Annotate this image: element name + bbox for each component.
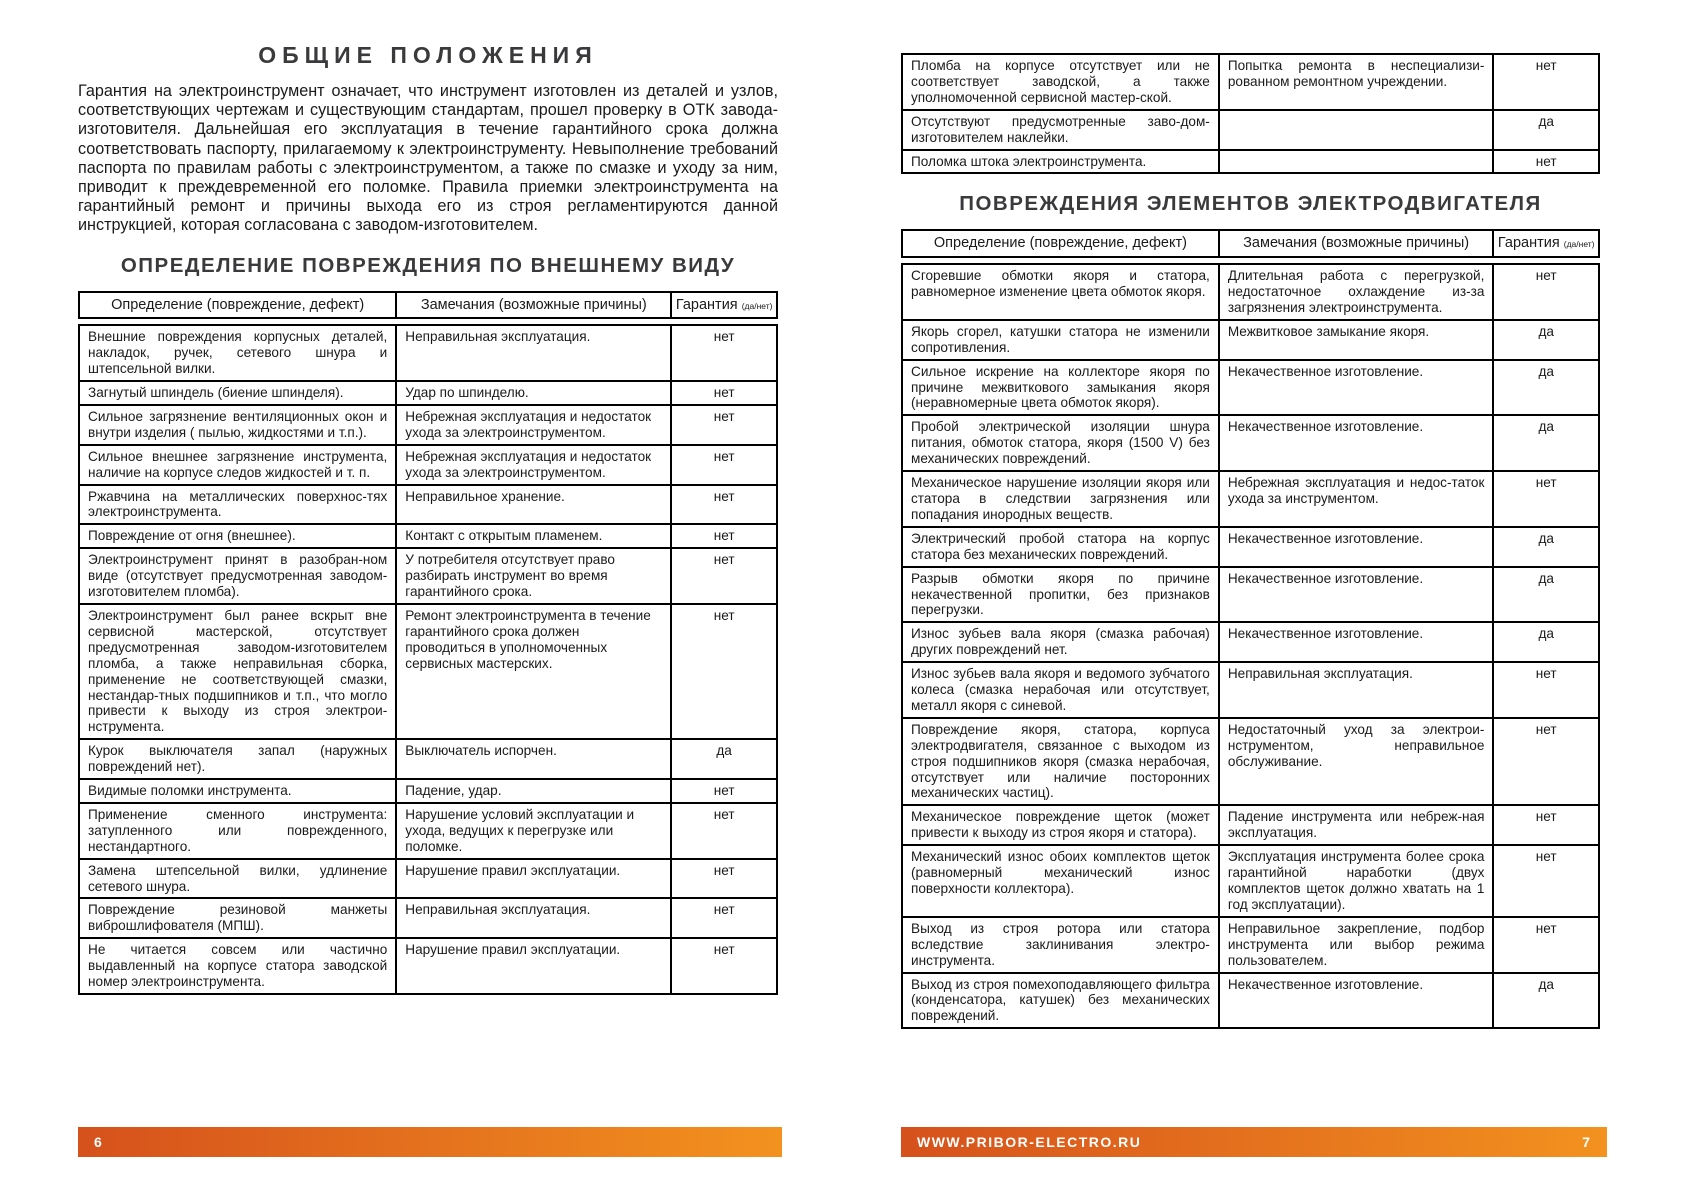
defect-cell: Видимые поломки инструмента. <box>88 783 292 799</box>
warranty-cell: да <box>1538 323 1554 339</box>
table-row <box>80 937 776 993</box>
defect-cell: Износ зубьев вала якоря (смазка рабочая) других повреждений нет. <box>911 626 1210 658</box>
warranty-cell: да <box>1538 570 1554 586</box>
page-left <box>78 0 778 995</box>
remark-cell: Контакт с открытым пламенем. <box>395 525 672 547</box>
defect-cell: Внешние повреждения корпусных деталей, накладок, ручек, сетевого шнура и штепсельной вилки. <box>88 329 388 377</box>
remark-cell: Ремонт электроинструмента в течение гарантийного срока должен проводиться в уполномоченных сервисных мастерских. <box>395 605 672 738</box>
defect-cell: Механическое нарушение изоляции якоря или статора в следствии загрязнения или попадания инородных веществ. <box>911 475 1210 522</box>
footer-bar-left <box>78 1127 782 1157</box>
warranty-cell: нет <box>713 488 735 504</box>
remark-cell: Небрежная эксплуатация и недостаток ухода за электроинструментом. <box>395 406 672 444</box>
table-row <box>903 526 1598 566</box>
warranty-cell: нет <box>713 448 735 464</box>
table-row <box>80 484 776 524</box>
warranty-cell: нет <box>713 607 735 623</box>
remark-cell: Неправильное хранение. <box>395 486 672 524</box>
defect-cell: Сильное загрязнение вентиляционных окон и внутри изделия ( пылью, жидкостями и т.п.). <box>88 408 388 440</box>
table-row <box>80 444 776 484</box>
table-row <box>80 326 776 380</box>
warranty-cell: нет <box>713 942 735 958</box>
remark-cell: Некачественное изготовление. <box>1218 416 1495 470</box>
table-row <box>80 547 776 603</box>
defect-cell: Электроинструмент был ранее вскрыт вне сервисной мастерской, отсутствует предусмотренная заводом-изготовителем пломба, а также неправильная сборка, применение не соответствующей смазки, нестандар-тных подшипников и т.п., что могло привести к выходу из строя электрои-нструмента. <box>88 607 388 735</box>
defect-cell: Не читается совсем или частично выдавленный на корпусе статора заводской номер электроинструмента. <box>88 942 388 990</box>
external-damage-table <box>78 324 778 995</box>
remark-cell: У потребителя отсутствует право разбирать инструмент во время гарантийного срока. <box>395 549 672 603</box>
defect-cell: Износ зубьев вала якоря и ведомого зубчатого колеса (смазка нерабочая или отсутствует, металл якоря с синевой. <box>911 666 1210 713</box>
remark-cell: Межвитковое замыкание якоря. <box>1218 321 1495 359</box>
table-row <box>903 55 1598 109</box>
warranty-cell: нет <box>1535 475 1557 491</box>
table-row <box>903 109 1598 149</box>
table-row <box>903 414 1598 470</box>
warranty-cell: нет <box>713 806 735 822</box>
remark-cell: Удар по шпинделю. <box>395 382 672 404</box>
defect-cell: Повреждение якоря, статора, корпуса электродвигателя, связанное с выходом из строя подшипников якоря (смазка нерабочая, отсутствует или наличие посторонних механических частиц). <box>911 721 1210 801</box>
warranty-cell: нет <box>713 329 735 345</box>
warranty-cell: да <box>716 743 732 759</box>
remark-cell: Нарушение правил эксплуатации. <box>395 939 672 993</box>
defect-cell: Механический износ обоих комплектов щеток (равномерный механический износ поверхности коллектора). <box>911 849 1210 897</box>
defect-cell: Повреждение резиновой манжеты виброшлифователя (МПШ). <box>88 902 388 934</box>
defect-cell: Разрыв обмотки якоря по причине некачественной пропитки, без признаков перегрузки. <box>911 570 1210 618</box>
intro-paragraph: Гарантия на электроинструмент означает, что инструмент изготовлен из деталей и узлов, соответствующих чертежам и существующим стандартам, прошел проверку в ОТК завода-изготовителя. Дальнейшая его эксплуатация в течение гарантийного срока должна соответствовать паспорту, прилагаемому к электроинструменту. Невыполнение требований паспорта по правилам работы с электроинструментом, а также по смазке и уходу за ним, приводит к преждевременной его поломке. Правила приемки электроинструмента на гарантийный ремонт и причины выхода его из строя регламентируются данной инструкцией, которая согласована с заводом-изготовителем. <box>78 82 778 235</box>
defect-cell: Загнутый шпиндель (биение шпинделя). <box>88 385 344 401</box>
table-row <box>903 661 1598 717</box>
table-row <box>80 523 776 547</box>
table-row <box>80 897 776 937</box>
table-row <box>903 916 1598 972</box>
table-row <box>903 149 1598 173</box>
remark-cell: Попытка ремонта в неспециализи-рованном ремонтном учреждении. <box>1218 55 1495 109</box>
defect-cell: Электрический пробой статора на корпус статора без механических повреждений. <box>911 530 1210 562</box>
page-number-right: 7 <box>1582 1134 1591 1150</box>
remark-cell: Неправильная эксплуатация. <box>1218 663 1495 717</box>
warranty-note: (да/нет) <box>741 300 773 311</box>
remark-cell: Нарушение правил эксплуатации. <box>395 860 672 898</box>
warranty-cell: нет <box>1535 809 1557 825</box>
motor-damage-table-header <box>901 229 1600 258</box>
warranty-cell: да <box>1538 626 1554 642</box>
col-header-defect: Определение (повреждение, дефект) <box>111 296 365 313</box>
remark-cell: Неправильное закрепление, подбор инструмента или выбор режима пользователем. <box>1218 918 1495 972</box>
defect-cell: Электроинструмент принят в разобран-ном виде (отсутствует предусмотренная заводом-изготовителем пломба). <box>88 552 388 600</box>
defect-cell: Отсутствуют предусмотренные заво-дом-изготовителем наклейки. <box>911 113 1210 145</box>
col-header-remarks: Замечания (возможные причины) <box>1218 231 1495 256</box>
table-row <box>903 717 1598 805</box>
remark-cell: Недостаточный уход за электрои-нструментом, неправильное обслуживание. <box>1218 719 1495 805</box>
remark-cell <box>1218 151 1495 173</box>
table-row <box>903 804 1598 844</box>
defect-cell: Сильное искрение на коллекторе якоря по причине межвиткового замыкания якоря (неравномерные цвета обмоток якоря). <box>911 363 1210 411</box>
col-header-warranty <box>672 293 776 318</box>
remark-cell: Нарушение условий эксплуатации и ухода, ведущих к перегрузке или поломке. <box>395 804 672 858</box>
warranty-cell: нет <box>713 862 735 878</box>
table-row <box>80 778 776 802</box>
warranty-cell: нет <box>1535 721 1557 737</box>
remark-cell: Некачественное изготовление. <box>1218 528 1495 566</box>
footer-bar-right <box>901 1127 1607 1157</box>
external-damage-table-header <box>78 291 778 320</box>
table-row <box>903 844 1598 916</box>
defect-cell: Якорь сгорел, катушки статора не изменили сопротивления. <box>911 323 1210 355</box>
table-row <box>903 265 1598 319</box>
warranty-cell: да <box>1538 419 1554 435</box>
warranty-cell: нет <box>1535 849 1557 865</box>
section-title-external-damage: ОПРЕДЕЛЕНИЕ ПОВРЕЖДЕНИЯ ПО ВНЕШНЕМУ ВИДУ <box>120 253 736 277</box>
table-row <box>80 380 776 404</box>
remark-cell: Падение инструмента или небреж-ная эксплуатация. <box>1218 806 1495 844</box>
defect-cell: Пломба на корпусе отсутствует или не соответствует заводской, а также уполномоченной сервисной мастер-ской. <box>911 58 1210 105</box>
remark-cell: Неправильная эксплуатация. <box>395 899 672 937</box>
warranty-cell: да <box>1538 530 1554 546</box>
warranty-cell: нет <box>713 528 735 544</box>
table-row <box>903 319 1598 359</box>
warranty-cell: нет <box>713 552 735 568</box>
remark-cell: Выключатель испорчен. <box>395 740 672 778</box>
warranty-label: Гарантия <box>1497 235 1560 252</box>
external-damage-table-continuation <box>901 53 1600 174</box>
warranty-note: (да/нет) <box>1563 239 1595 250</box>
remark-cell: Падение, удар. <box>395 780 672 802</box>
motor-damage-table <box>901 263 1600 1029</box>
defect-cell: Поломка штока электроинструмента. <box>911 153 1147 169</box>
page-title: ОБЩИЕ ПОЛОЖЕНИЯ <box>258 42 598 68</box>
col-header-warranty <box>1494 231 1598 256</box>
defect-cell: Выход из строя ротора или статора вследствие заклинивания электро-инструмента. <box>911 920 1210 968</box>
remark-cell: Небрежная эксплуатация и недостаток ухода за электроинструментом. <box>395 446 672 484</box>
remark-cell: Некачественное изготовление. <box>1218 974 1495 1028</box>
defect-cell: Повреждение от огня (внешнее). <box>88 528 296 544</box>
warranty-cell: нет <box>1535 58 1557 73</box>
remark-cell: Длительная работа с перегрузкой, недостаточное охлаждение из-за загрязнения электроинструмента. <box>1218 265 1495 319</box>
warranty-cell: нет <box>1535 268 1557 284</box>
defect-cell: Сгоревшие обмотки якоря и статора, равномерное изменение цвета обмоток якоря. <box>911 268 1210 300</box>
warranty-cell: нет <box>1535 920 1557 936</box>
page-number-left: 6 <box>94 1134 103 1150</box>
defect-cell: Выход из строя помехоподавляющего фильтра (конденсатора, катушек) без механических повреждений. <box>911 976 1210 1024</box>
table-row <box>903 470 1598 526</box>
defect-cell: Ржавчина на металлических поверхнос-тях электроинструмента. <box>88 488 388 520</box>
warranty-cell: да <box>1538 363 1554 379</box>
defect-cell: Замена штепсельной вилки, удлинение сетевого шнура. <box>88 862 388 894</box>
table-row <box>80 738 776 778</box>
warranty-cell: да <box>1538 976 1554 992</box>
section-title-motor-damage: ПОВРЕЖДЕНИЯ ЭЛЕМЕНТОВ ЭЛЕКТРОДВИГАТЕЛЯ <box>959 192 1542 216</box>
remark-cell: Эксплуатация инструмента более срока гарантийной наработки (двух комплектов щеток должно хватать на 1 год эксплуатации). <box>1218 846 1495 916</box>
table-row <box>80 603 776 738</box>
col-header-remarks: Замечания (возможные причины) <box>395 293 672 318</box>
table-row <box>80 802 776 858</box>
warranty-cell: нет <box>713 408 735 424</box>
remark-cell <box>1218 111 1495 149</box>
table-row <box>903 566 1598 622</box>
col-header-defect: Определение (повреждение, дефект) <box>933 235 1187 252</box>
warranty-cell: нет <box>1535 666 1557 682</box>
defect-cell: Сильное внешнее загрязнение инструмента, наличие на корпусе следов жидкостей и т. п. <box>88 448 388 480</box>
table-row <box>80 404 776 444</box>
warranty-cell: нет <box>713 385 735 401</box>
warranty-label: Гарантия <box>675 296 738 313</box>
defect-cell: Механическое повреждение щеток (может привести к выходу из строя якоря и статора). <box>911 809 1210 841</box>
remark-cell: Небрежная эксплуатация и недос-таток ухода за инструментом. <box>1218 472 1495 526</box>
defect-cell: Применение сменного инструмента: затупленного или поврежденного, нестандартного. <box>88 806 388 854</box>
table-row <box>903 972 1598 1028</box>
defect-cell: Пробой электрической изоляции шнура питания, обмоток статора, якоря (1500 V) без механических повреждений. <box>911 419 1210 467</box>
table-row <box>903 621 1598 661</box>
warranty-cell: нет <box>1535 153 1557 169</box>
page-right <box>901 0 1600 1029</box>
website-url: WWW.PRIBOR-ELECTRO.RU <box>917 1134 1142 1150</box>
table-row <box>903 359 1598 415</box>
remark-cell: Некачественное изготовление. <box>1218 568 1495 622</box>
remark-cell: Некачественное изготовление. <box>1218 623 1495 661</box>
defect-cell: Курок выключателя запал (наружных повреждений нет). <box>88 743 388 775</box>
remark-cell: Некачественное изготовление. <box>1218 361 1495 415</box>
warranty-cell: нет <box>713 902 735 918</box>
warranty-cell: нет <box>713 783 735 799</box>
warranty-cell: да <box>1538 113 1554 129</box>
remark-cell: Неправильная эксплуатация. <box>395 326 672 380</box>
table-row <box>80 858 776 898</box>
